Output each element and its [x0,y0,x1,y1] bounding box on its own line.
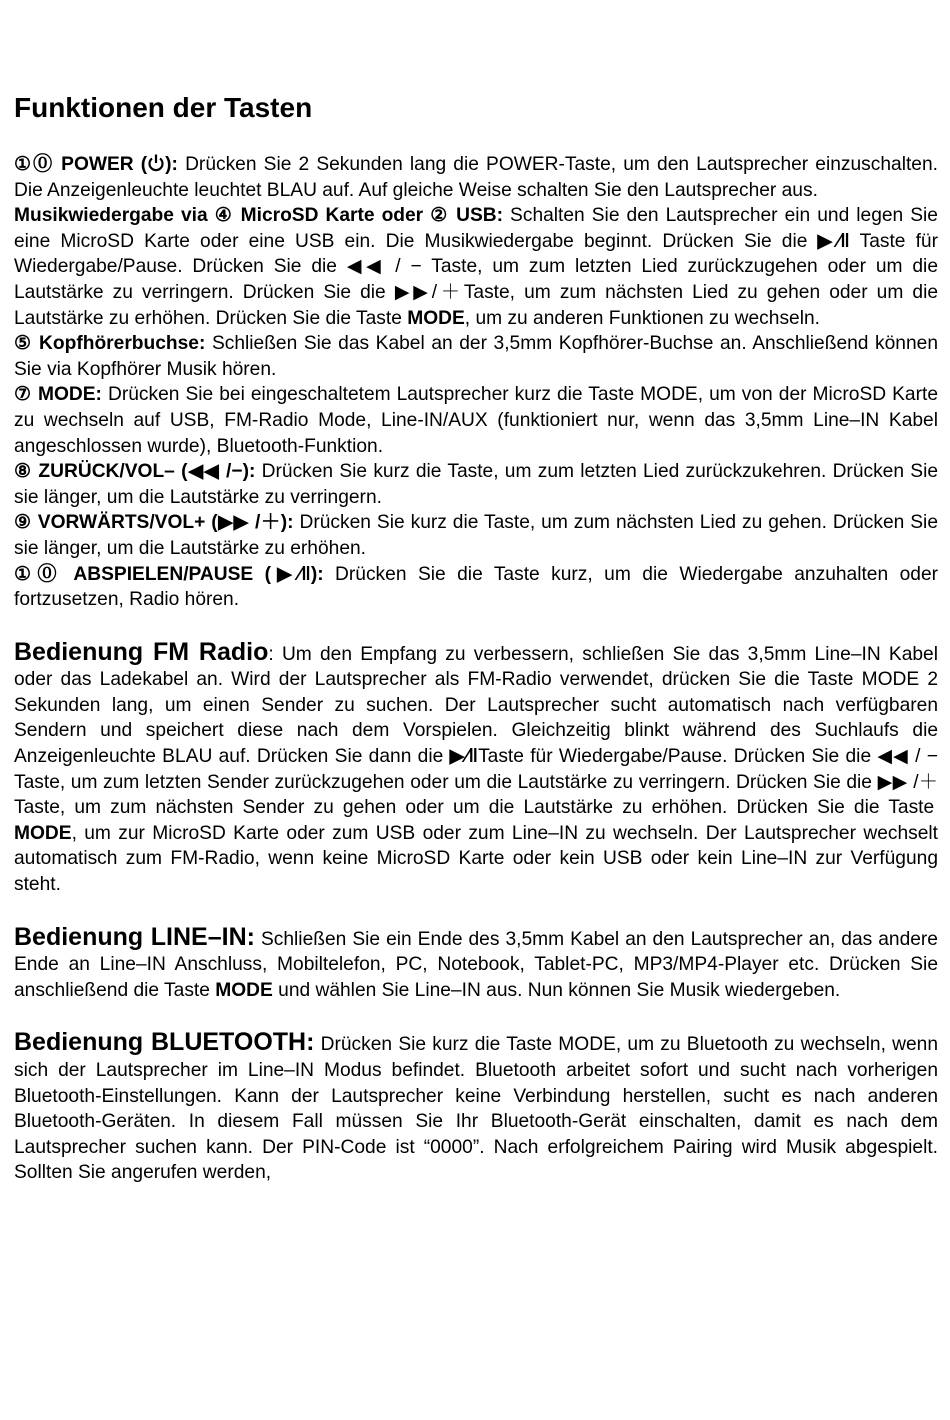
section-heading: Bedienung LINE–IN: [14,922,255,951]
section-abspielen: ①⓪ ABSPIELEN/PAUSE (▶∕‖): Drücken Sie die Taste kurz, um die Wiedergabe anzuhalten oder fortzusetzen, Radio hören. [14,563,938,611]
next-symbol: ▶▶ /＋ [217,512,281,534]
section-power: ①⓪ POWER ( ): Drücken Sie 2 Sekunden lang die POWER-Taste, um den Lautsprecher einzuschalten. Die Anzeigenleuchte leuchtet BLAU auf. Auf gleiche Weise schalten Sie den Lautsprecher aus. [14,154,938,201]
item-number: ⑧ [14,461,33,483]
next-symbol: ▶▶ /＋ [877,771,938,793]
section-fm-radio: Bedienung FM Radio: Um den Empfang zu verbessern, schließen Sie das 3,5mm Line–IN Kabel oder das Ladekabel an. Wird der Lautsprecher als FM-Radio verwendet, drücken Sie die Taste MODE 2 Sekunden lang, um einen Sender zu suchen. Der Lautsprecher sucht automatisch nach verfügbaren Sendern und speichert diese nach dem Vorspielen. Gleichzeitig blinkt während des Suchlaufs die Anzeigenleuchte BLAU auf. Drücken Sie dann die ▶∕‖Taste für Wiedergabe/Pause. Drücken Sie die ◀◀ / − Taste, um zum letzten Sender zurückzugehen oder um die Lautstärke zu verringern. Drücken Sie die ▶▶ /＋ Taste, um zum nächsten Sender zu gehen oder um die Lautstärke zu erhöhen. Drücken Sie die Taste MODE, um zur MicroSD Karte oder zum USB oder zum Line–IN zu wechseln. Der Lautsprecher wechselt automatisch zum FM-Radio, wenn keine MicroSD Karte oder kein USB oder kein Line–IN zur Verfügung steht. [14,637,938,896]
section-heading: Bedienung BLUETOOTH: [14,1028,315,1057]
item-number: ⑦ [14,384,32,406]
previous-symbol: ◀◀ / − [877,746,938,768]
power-text: Drücken Sie 2 Sekunden lang die POWER-Taste, um den Lautsprecher einzuschalten. Die Anzeigenleuchte leuchtet BLAU auf. Auf gleiche Weise schalten Sie den Lautsprecher aus. [14,154,938,201]
section-line-in: Bedienung LINE–IN: Schließen Sie ein Ende des 3,5mm Kabel an den Lautsprecher an, das andere Ende an Line–IN Anschluss, Mobiltelefon, PC, Notebook, Tablet-PC, MP3/MP4-Player etc. Drücken Sie anschließend die Taste MODE und wählen Sie Line–IN aus. Nun können Sie Musik wiedergeben. [14,922,938,1001]
item-number: ⑤ [14,333,33,355]
page-title: Funktionen der Tasten [14,92,313,123]
item-number: ⑨ [14,512,32,534]
mode-keyword: MODE [407,307,465,329]
section-musikwiedergabe: Musikwiedergabe via ④ MicroSD Karte oder ② USB: Schalten Sie den Lautsprecher ein und legen Sie eine MicroSD Karte oder eine USB ein. Die Musikwiedergabe beginnt. Drücken Sie die ▶∕‖ Taste für Wiedergabe/Pause. Drücken Sie die ◀◀ / − Taste, um zum letzten Lied zurückzugehen oder um die Lautstärke zu verringern. Drücken Sie die ▶▶/＋Taste, um zum nächsten Lied zu gehen oder um die Lautstärke zu erhöhen. Drücken Sie die Taste MODE, um zu anderen Funktionen zu wechseln. [14,205,939,329]
play-pause-symbol: ▶∕‖ [817,230,850,252]
play-pause-symbol: ▶∕‖ [271,563,311,585]
section-kopfhoerer: ⑤ Kopfhörerbuchse: Schließen Sie das Kabel an der 3,5mm Kopfhörer-Buchse an. Anschließend können Sie via Kopfhörer Musik hören. [14,333,938,380]
section-bluetooth: Bedienung BLUETOOTH: Drücken Sie kurz die Taste MODE, um zu Bluetooth zu wechseln, wenn sich der Lautsprecher im Line–IN Modus befindet. Bluetooth arbeitet sofort und sucht nach vorherigen Bluetooth-Einstellungen. Kann der Lautsprecher keine Verbindung herstellen, sucht es nach anderen Bluetooth-Geräten. In diesem Fall müssen Sie Ihr Bluetooth-Gerät einschalten, damit es nach dem Lautsprecher suchen kann. Der PIN-Code ist “0000”. Nach erfolgreichem Pairing wird Musik abgespielt. Sollten Sie angerufen werden, [14,1028,938,1184]
section-vorwaerts: ⑨ VORWÄRTS/VOL+ (▶▶ /＋): Drücken Sie kurz die Taste, um zum nächsten Lied zu gehen. Drücken Sie sie länger, um die Lautstärke zu erhöhen. [14,512,938,559]
item-number: ①⓪ [14,154,54,175]
item-number: ② [430,205,450,227]
mode-keyword: MODE [215,979,273,1001]
previous-symbol: ◀◀ /− [187,461,243,483]
play-pause-symbol: ▶∕‖ [449,746,479,768]
item-number: ①⓪ [14,563,63,585]
item-number: ④ [214,205,234,227]
document-page [14,88,938,1186]
mode-keyword: MODE [14,822,72,844]
section-mode: ⑦ MODE: Drücken Sie bei eingeschaltetem Lautsprecher kurz die Taste MODE, um von der MicroSD Karte zu wechseln auf USB, FM-Radio Mode, Line-IN/AUX (funktioniert nur, wenn das 3,5mm Line–IN Kabel angeschlossen wurde), Bluetooth-Funktion. [14,384,938,457]
previous-symbol: ◀◀ / − [346,256,422,278]
section-zurueck: ⑧ ZURÜCK/VOL– (◀◀ /−): Drücken Sie kurz die Taste, um zum letzten Lied zurückzukehren. Drücken Sie sie länger, um die Lautstärke zu verringern. [14,461,939,508]
next-symbol: ▶▶/＋ [394,281,464,303]
power-icon [147,153,165,173]
section-heading: Bedienung FM Radio [14,637,269,666]
